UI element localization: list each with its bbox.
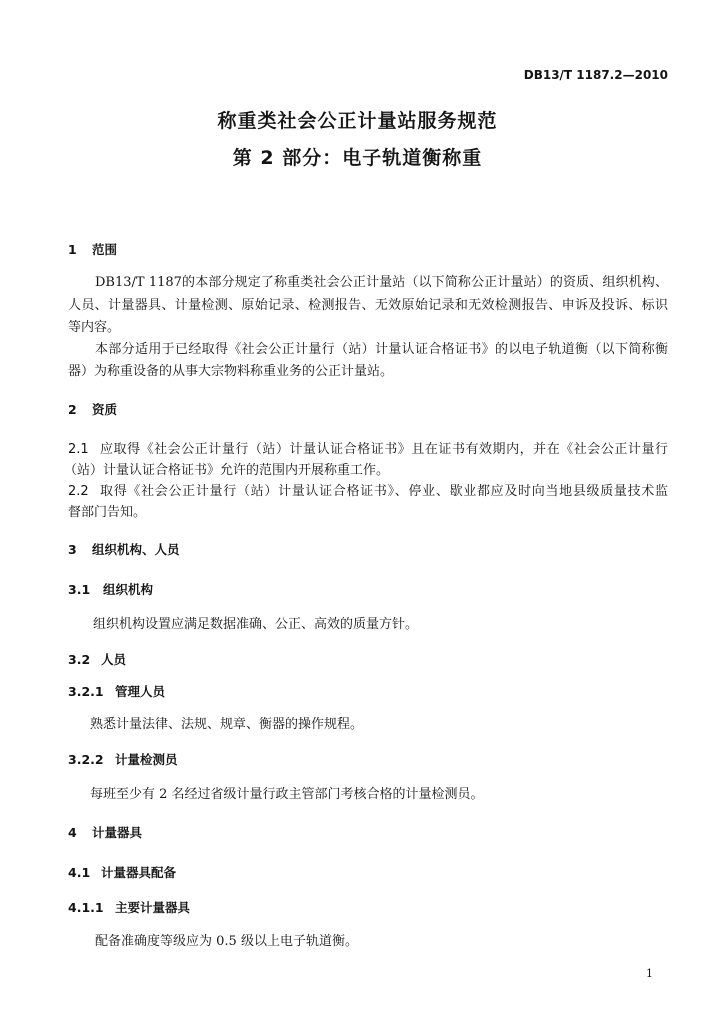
page-number: 1 xyxy=(646,967,653,980)
subsection-3-2-2-heading xyxy=(68,750,178,770)
subsection-3-2-heading xyxy=(68,650,126,670)
paragraph-line: 组织机构设置应满足数据准确、公正、高效的质量方针。 xyxy=(93,617,419,632)
clause-number xyxy=(68,440,89,460)
paragraph-line: 配备准确度等级应为 0.5 级以上电子轨道衡。 xyxy=(95,934,358,949)
clause-2-1-number: 2.1 xyxy=(68,442,89,457)
subsection-number: 4.1.1 xyxy=(68,900,104,915)
document-subtitle: 第 2 部分：电子轨道衡称重 xyxy=(232,147,483,169)
standard-code: DB13/T 1187.2—2010 xyxy=(523,68,668,82)
section-1-heading xyxy=(68,240,117,260)
paragraph-line: 每班至少有 2 名经过省级计量行政主管部门考核合格的计量检测员。 xyxy=(90,787,484,802)
subsection-number: 3.2.2 xyxy=(68,752,104,767)
paragraph-line: 等内容。 xyxy=(68,320,121,335)
subsection-title: 主要计量器具 xyxy=(115,900,191,915)
section-title: 组织机构、人员 xyxy=(92,542,180,557)
section-title: 资质 xyxy=(92,402,118,417)
subsection-number: 3.2 xyxy=(68,652,91,667)
paragraph-line: 人员、计量器具、计量检测、原始记录、检测报告、无效原始记录和无效检测报告、申诉及投诉、标识 xyxy=(68,298,668,313)
section-number: 3 xyxy=(68,542,77,557)
subsection-number: 3.1 xyxy=(68,582,91,597)
clause-number xyxy=(68,482,89,502)
clause-line: 应取得《社会公正计量行（站）计量认证合格证书》且在证书有效期内，并在《社会公正计量行 xyxy=(100,442,668,457)
paragraph-line: DB13/T 1187的本部分规定了称重类社会公正计量站（以下简称公正计量站）的资质、组织机构、 xyxy=(95,275,668,290)
paragraph-line: 熟悉计量法律、法规、规章、衡器的操作规程。 xyxy=(90,717,364,732)
subsection-3-2-1-heading xyxy=(68,682,165,702)
document-title: 称重类社会公正计量站服务规范 xyxy=(217,110,498,132)
clause-line: 督部门告知。 xyxy=(68,505,147,520)
section-3-heading xyxy=(68,540,180,560)
clause-line: （站）计量认证合格证书》允许的范围内开展称重工作。 xyxy=(64,463,390,478)
subsection-title: 人员 xyxy=(101,652,127,667)
section-2-heading xyxy=(68,400,117,420)
section-title: 计量器具 xyxy=(92,825,143,840)
subsection-4-1-1-heading xyxy=(68,898,190,918)
section-number: 4 xyxy=(68,825,77,840)
section-number: 2 xyxy=(68,402,77,417)
subsection-title: 管理人员 xyxy=(115,684,166,699)
subsection-4-1-heading xyxy=(68,863,176,883)
clause-2-2-number: 2.2 xyxy=(68,484,89,499)
subsection-title: 计量器具配备 xyxy=(101,865,177,880)
subsection-3-1-heading xyxy=(68,580,153,600)
section-number: 1 xyxy=(68,242,77,257)
subsection-title: 组织机构 xyxy=(103,582,154,597)
paragraph-line: 器）为称重设备的从事大宗物料称重业务的公正计量站。 xyxy=(68,364,394,379)
subsection-title: 计量检测员 xyxy=(115,752,178,767)
subsection-number: 3.2.1 xyxy=(68,684,104,699)
paragraph-line: 本部分适用于已经取得《社会公正计量行（站）计量认证合格证书》的以电子轨道衡（以下简称衡 xyxy=(95,342,668,357)
subsection-number: 4.1 xyxy=(68,865,91,880)
clause-line: 取得《社会公正计量行（站）计量认证合格证书》、停业、歇业都应及时向当地县级质量技术监 xyxy=(100,484,668,499)
section-4-heading xyxy=(68,823,142,843)
section-title: 范围 xyxy=(92,242,118,257)
